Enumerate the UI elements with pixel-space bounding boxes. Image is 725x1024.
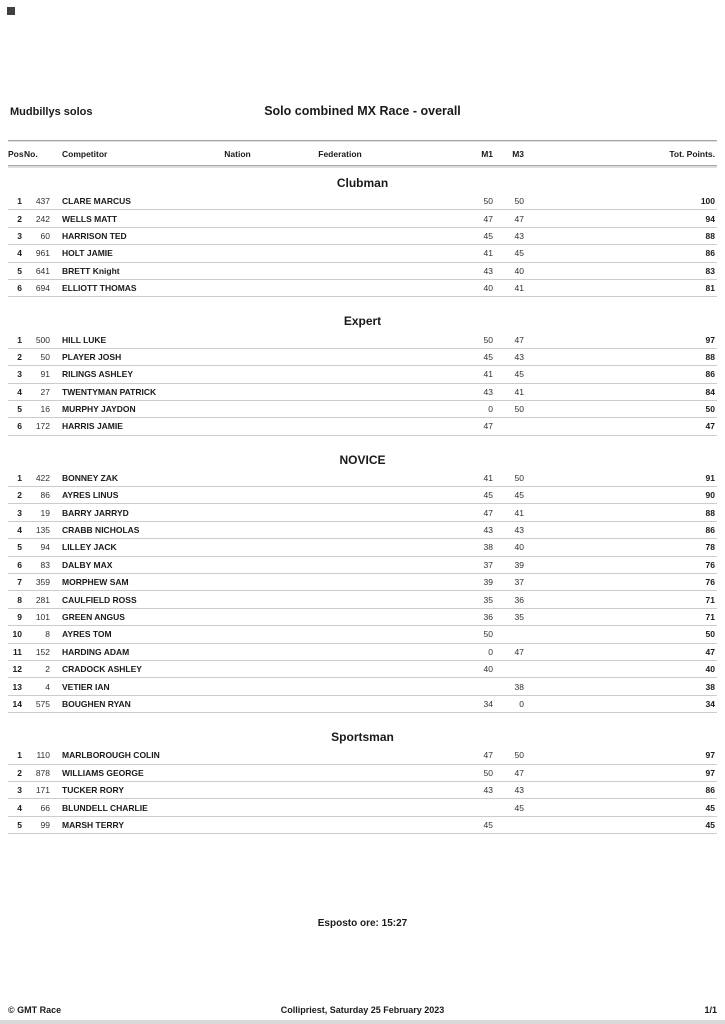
cell-no: 66 (40, 802, 50, 813)
cell-m3: 43 (514, 785, 524, 796)
cell-total: 88 (705, 230, 715, 241)
cell-total: 90 (705, 490, 715, 501)
cell-competitor: TUCKER RORY (62, 785, 125, 796)
cell-pos: 4 (17, 386, 22, 397)
cell-pos: 4 (17, 248, 22, 259)
cell-no: 500 (35, 334, 50, 345)
cell-m1: 47 (483, 507, 493, 518)
cell-m3: 39 (514, 559, 524, 570)
cell-m1: 41 (483, 369, 493, 380)
cell-m3: 45 (514, 490, 524, 501)
cell-total: 88 (705, 507, 715, 518)
cell-pos: 1 (17, 334, 22, 345)
column-header-pos: Pos (8, 148, 24, 159)
cell-m1: 43 (483, 386, 493, 397)
cell-competitor: ELLIOTT THOMAS (62, 283, 137, 294)
cell-no: 8 (45, 629, 50, 640)
cell-total: 38 (705, 681, 715, 692)
cell-competitor: HARRIS JAMIE (62, 421, 123, 432)
cell-pos: 11 (13, 646, 22, 657)
cell-competitor: LILLEY JACK (62, 542, 117, 553)
table-row (8, 522, 717, 539)
cell-competitor: HOLT JAMIE (62, 248, 113, 259)
cell-no: 152 (35, 646, 50, 657)
table-row (8, 817, 717, 834)
cell-competitor: MURPHY JAYDON (62, 404, 136, 415)
table-row (8, 245, 717, 262)
table-row (8, 539, 717, 556)
cell-total: 86 (705, 785, 715, 796)
cell-m1: 43 (483, 265, 493, 276)
table-row (8, 401, 717, 418)
cell-m3: 45 (514, 802, 524, 813)
cell-m3: 35 (514, 612, 524, 622)
cell-pos: 4 (17, 802, 22, 813)
table-row (8, 418, 717, 435)
column-header-m3: M3 (512, 148, 524, 159)
cell-total: 71 (705, 594, 715, 605)
cell-total: 47 (705, 646, 715, 657)
cell-m3: 43 (514, 351, 524, 362)
page-bottom-bar (0, 1020, 725, 1024)
cell-m1: 0 (488, 404, 493, 415)
cell-no: 60 (40, 230, 50, 241)
cell-m1: 43 (483, 785, 493, 796)
cell-m3: 47 (514, 213, 524, 224)
cell-m1: 47 (483, 421, 493, 432)
cell-total: 88 (705, 351, 715, 362)
cell-no: 83 (40, 559, 50, 570)
column-header-total: Tot. Points. (669, 148, 715, 159)
cell-total: 45 (705, 819, 715, 830)
cell-pos: 5 (17, 819, 22, 830)
cell-no: 4 (45, 681, 50, 692)
cell-competitor: TWENTYMAN PATRICK (62, 386, 157, 397)
cell-m1: 50 (483, 334, 493, 345)
cell-m3: 40 (514, 265, 524, 276)
cell-m1: 41 (483, 248, 493, 259)
cell-competitor: RILINGS ASHLEY (62, 369, 133, 380)
cell-total: 83 (705, 265, 715, 276)
cell-competitor: BLUNDELL CHARLIE (62, 802, 148, 813)
cell-m1: 47 (483, 213, 493, 224)
cell-no: 99 (40, 819, 50, 830)
cell-m3: 36 (514, 594, 524, 605)
cell-m3: 47 (514, 646, 524, 657)
cell-m3: 43 (514, 525, 524, 536)
section-title: Sportsman (331, 730, 394, 745)
cell-pos: 2 (17, 490, 22, 501)
cell-m3: 50 (514, 750, 524, 761)
cell-pos: 4 (17, 525, 22, 536)
cell-competitor: WILLIAMS GEORGE (62, 767, 144, 778)
cell-m3: 45 (514, 369, 524, 380)
corner-marker (7, 7, 15, 15)
cell-pos: 5 (17, 542, 22, 553)
cell-competitor: DALBY MAX (62, 559, 113, 570)
cell-total: 91 (705, 472, 715, 483)
cell-m1: 37 (483, 559, 493, 570)
cell-m1: 34 (483, 698, 493, 709)
cell-pos: 3 (17, 785, 22, 796)
cell-total: 34 (705, 698, 715, 709)
cell-no: 110 (36, 750, 50, 761)
table-row (8, 384, 717, 401)
cell-m1: 38 (483, 542, 493, 553)
cell-no: 961 (35, 248, 50, 259)
cell-m3: 0 (519, 698, 524, 709)
cell-total: 50 (705, 629, 715, 640)
column-header-federation: Federation (318, 148, 362, 159)
table-row (8, 591, 717, 608)
cell-pos: 7 (17, 577, 22, 588)
table-row (8, 331, 717, 348)
cell-pos: 2 (17, 213, 22, 224)
cell-total: 97 (705, 334, 715, 345)
cell-pos: 6 (17, 421, 22, 432)
cell-total: 47 (705, 421, 715, 432)
cell-competitor: MARLBOROUGH COLIN (62, 750, 160, 761)
cell-competitor: HARRISON TED (62, 230, 127, 241)
cell-total: 71 (705, 612, 715, 622)
table-row (8, 349, 717, 366)
section-title: Expert (343, 314, 382, 329)
footer-location-date: Collipriest, Saturday 25 February 2023 (280, 1005, 445, 1015)
cell-competitor: HARDING ADAM (62, 646, 130, 657)
column-header-competitor: Competitor (62, 148, 108, 159)
table-row (8, 210, 717, 227)
cell-total: 40 (705, 664, 715, 675)
cell-total: 45 (705, 802, 715, 813)
cell-m1: 45 (483, 819, 493, 830)
cell-m1: 41 (483, 472, 493, 483)
cell-pos: 3 (17, 369, 22, 380)
cell-pos: 2 (17, 767, 22, 778)
table-row (8, 747, 717, 764)
cell-no: 91 (40, 369, 50, 380)
table-row (8, 228, 717, 245)
cell-competitor: AYRES LINUS (62, 490, 119, 501)
footer-page-number: 1/1 (704, 1005, 717, 1015)
column-header-no: No. (24, 148, 38, 159)
cell-pos: 10 (12, 629, 22, 640)
cell-total: 94 (705, 213, 715, 224)
cell-pos: 6 (17, 283, 22, 294)
cell-total: 50 (705, 404, 715, 415)
cell-pos: 1 (17, 472, 22, 483)
cell-m1: 47 (483, 750, 493, 761)
cell-pos: 2 (17, 351, 22, 362)
table-row (8, 765, 717, 782)
cell-competitor: CLARE MARCUS (62, 196, 131, 207)
table-header-row (8, 142, 717, 165)
table-row (8, 782, 717, 799)
cell-no: 437 (35, 196, 50, 207)
table-row (8, 609, 717, 626)
cell-competitor: BONNEY ZAK (62, 472, 119, 483)
cell-no: 422 (35, 472, 50, 483)
cell-pos: 13 (12, 681, 22, 692)
cell-no: 878 (35, 767, 50, 778)
table-row (8, 661, 717, 678)
table-row (8, 263, 717, 280)
cell-no: 16 (40, 404, 50, 415)
cell-m1: 50 (483, 196, 493, 207)
cell-m1: 50 (483, 767, 493, 778)
cell-m1: 36 (483, 612, 493, 622)
table-row (8, 366, 717, 383)
table-row (8, 799, 717, 816)
table-row (8, 644, 717, 661)
table-row (8, 557, 717, 574)
table-row (8, 678, 717, 695)
cell-total: 97 (705, 767, 715, 778)
cell-pos: 8 (17, 594, 22, 605)
cell-competitor: VETIER IAN (62, 681, 110, 692)
cell-no: 575 (35, 698, 50, 709)
section-title: NOVICE (339, 452, 386, 467)
cell-pos: 3 (17, 230, 22, 241)
page-footer (8, 1005, 717, 1015)
published-time: Esposto ore: 15:27 (317, 918, 408, 929)
cell-total: 84 (705, 386, 715, 397)
cell-competitor: GREEN ANGUS (62, 612, 125, 622)
cell-pos: 6 (17, 559, 22, 570)
sections-container (8, 168, 717, 834)
cell-total: 86 (705, 248, 715, 259)
cell-m1: 43 (483, 525, 493, 536)
cell-m3: 45 (514, 248, 524, 259)
column-header-nation: Nation (224, 148, 251, 159)
cell-total: 100 (700, 196, 715, 207)
page-title: Solo combined MX Race - overall (264, 104, 461, 118)
table-row (8, 470, 717, 487)
cell-no: 86 (40, 490, 50, 501)
table-row (8, 487, 717, 504)
cell-m3: 37 (514, 577, 524, 588)
cell-competitor: CAULFIELD ROSS (62, 594, 137, 605)
cell-pos: 12 (12, 664, 22, 675)
cell-competitor: WELLS MATT (62, 213, 118, 224)
cell-m3: 50 (514, 404, 524, 415)
cell-total: 86 (705, 369, 715, 380)
cell-no: 101 (35, 612, 50, 622)
cell-m3: 43 (514, 230, 524, 241)
cell-total: 81 (705, 283, 715, 294)
cell-m3: 41 (514, 507, 524, 518)
cell-pos: 14 (12, 698, 22, 709)
cell-pos: 3 (17, 507, 22, 518)
cell-no: 19 (40, 507, 50, 518)
cell-pos: 5 (17, 265, 22, 276)
table-row (8, 626, 717, 643)
cell-competitor: BOUGHEN RYAN (62, 698, 131, 709)
section-title: Clubman (336, 176, 389, 190)
column-header-m1: M1 (481, 148, 493, 159)
cell-m3: 40 (514, 542, 524, 553)
cell-m1: 45 (483, 230, 493, 241)
cell-m1: 45 (483, 351, 493, 362)
cell-m3: 41 (514, 283, 524, 294)
event-name: Mudbillys solos (10, 106, 93, 118)
cell-total: 76 (705, 559, 715, 570)
table-row (8, 280, 717, 297)
cell-no: 359 (35, 577, 50, 588)
cell-m1: 50 (483, 629, 493, 640)
table-row (8, 193, 717, 210)
cell-no: 172 (35, 421, 50, 432)
results-table (8, 140, 717, 834)
cell-pos: 5 (17, 404, 22, 415)
cell-competitor: MARSH TERRY (62, 819, 125, 830)
cell-competitor: BARRY JARRYD (62, 507, 129, 518)
cell-m1: 45 (483, 490, 493, 501)
cell-m3: 47 (514, 334, 524, 345)
cell-no: 281 (35, 594, 50, 605)
cell-m3: 47 (514, 767, 524, 778)
cell-pos: 1 (17, 750, 22, 761)
cell-m3: 38 (514, 681, 524, 692)
cell-competitor: CRADOCK ASHLEY (62, 664, 142, 675)
cell-pos: 9 (17, 612, 22, 622)
cell-no: 27 (40, 386, 50, 397)
cell-no: 694 (35, 283, 50, 294)
cell-competitor: PLAYER JOSH (62, 351, 122, 362)
cell-no: 94 (40, 542, 50, 553)
cell-m1: 40 (483, 283, 493, 294)
cell-no: 2 (45, 664, 50, 675)
cell-no: 135 (35, 525, 50, 536)
cell-total: 97 (705, 750, 715, 761)
cell-no: 50 (40, 351, 50, 362)
cell-no: 641 (35, 265, 50, 276)
table-row (8, 574, 717, 591)
cell-m3: 50 (514, 472, 524, 483)
cell-competitor: AYRES TOM (62, 629, 112, 640)
cell-m3: 50 (514, 196, 524, 207)
cell-no: 242 (35, 213, 50, 224)
cell-total: 78 (705, 542, 715, 553)
footer-copyright: © GMT Race (8, 1005, 62, 1015)
cell-m1: 35 (483, 594, 493, 605)
cell-competitor: MORPHEW SAM (62, 577, 129, 588)
table-row (8, 696, 717, 713)
table-row (8, 504, 717, 521)
cell-total: 86 (705, 525, 715, 536)
cell-competitor: HILL LUKE (62, 334, 107, 345)
cell-total: 76 (705, 577, 715, 588)
cell-m1: 39 (483, 577, 493, 588)
cell-m1: 40 (483, 664, 493, 675)
cell-m3: 41 (514, 386, 524, 397)
cell-competitor: BRETT Knight (62, 265, 120, 276)
cell-competitor: CRABB NICHOLAS (62, 525, 140, 536)
cell-pos: 1 (17, 196, 22, 207)
cell-m1: 0 (488, 646, 493, 657)
cell-no: 171 (35, 785, 50, 796)
